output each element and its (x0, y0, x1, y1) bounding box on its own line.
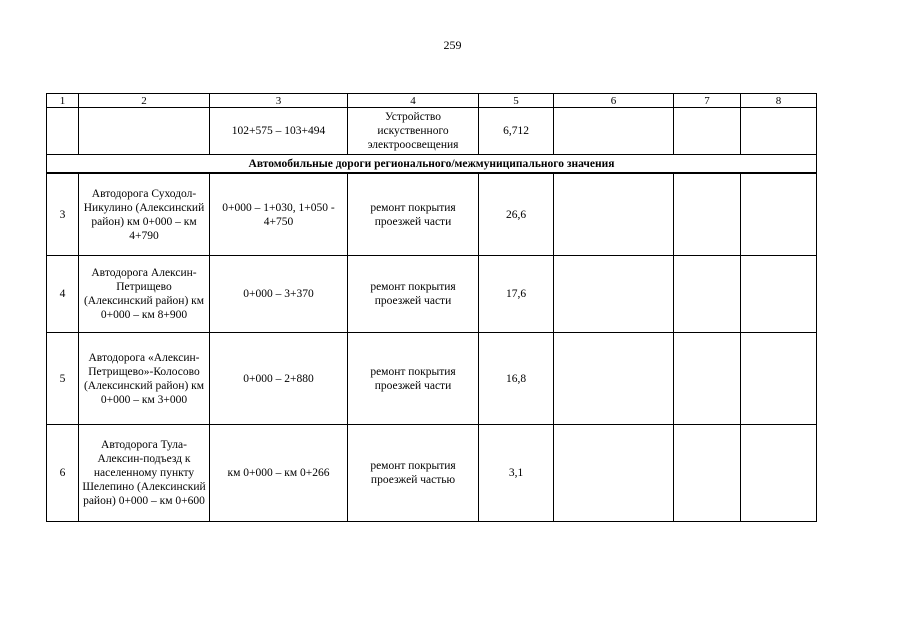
cell-col6 (554, 256, 674, 333)
cell-col8 (741, 108, 817, 155)
cell-work: ремонт покрытия проезжей части (348, 333, 479, 425)
section-row (47, 155, 817, 174)
cell-num: 4 (47, 256, 79, 333)
cell-col7 (674, 333, 741, 425)
header-cell: 3 (210, 94, 348, 108)
table-row (47, 173, 817, 256)
header-cell: 2 (79, 94, 210, 108)
cell-col6 (554, 173, 674, 256)
cell-col8 (741, 256, 817, 333)
cell-length: 16,8 (479, 333, 554, 425)
cell-work: Устройство искуственного электроосвещения (348, 108, 479, 155)
cell-km: 102+575 – 103+494 (210, 108, 348, 155)
header-row (47, 94, 817, 108)
cell-road: Автодорога Алексин-Петрищево (Алексинский район) км 0+000 – км 8+900 (79, 256, 210, 333)
cell-road: Автодорога «Алексин-Петрищево»-Колосово (Алексинский район) км 0+000 – км 3+000 (79, 333, 210, 425)
header-cell: 7 (674, 94, 741, 108)
cell-km: км 0+000 – км 0+266 (210, 425, 348, 522)
page-number: 259 (443, 38, 462, 52)
cell-col6 (554, 333, 674, 425)
cell-km: 0+000 – 1+030, 1+050 - 4+750 (210, 173, 348, 256)
header-cell: 1 (47, 94, 79, 108)
roads-table (46, 93, 817, 522)
cell-work: ремонт покрытия проезжей части (348, 173, 479, 256)
cell-work: ремонт покрытия проезжей части (348, 256, 479, 333)
cell-length: 6,712 (479, 108, 554, 155)
table-row (47, 256, 817, 333)
cell-num: 6 (47, 425, 79, 522)
cell-col8 (741, 173, 817, 256)
table-row (47, 108, 817, 155)
header-cell: 6 (554, 94, 674, 108)
table-row (47, 333, 817, 425)
cell-road: Автодорога Тула-Алексин-подъезд к населенному пункту Шелепино (Алексинский район) 0+000 – км 0+600 (79, 425, 210, 522)
cell-km: 0+000 – 2+880 (210, 333, 348, 425)
cell-col7 (674, 425, 741, 522)
cell-col8 (741, 425, 817, 522)
cell-work: ремонт покрытия проезжей частью (348, 425, 479, 522)
cell-road (79, 108, 210, 155)
header-cell: 4 (348, 94, 479, 108)
cell-col6 (554, 108, 674, 155)
header-cell: 8 (741, 94, 817, 108)
cell-num (47, 108, 79, 155)
cell-road: Автодорога Суходол-Никулино (Алексинский район) км 0+000 – км 4+790 (79, 173, 210, 256)
table-row (47, 425, 817, 522)
cell-col6 (554, 425, 674, 522)
cell-length: 3,1 (479, 425, 554, 522)
cell-km: 0+000 – 3+370 (210, 256, 348, 333)
cell-col7 (674, 173, 741, 256)
cell-col7 (674, 108, 741, 155)
cell-num: 3 (47, 173, 79, 256)
cell-length: 26,6 (479, 173, 554, 256)
section-title: Автомобильные дороги регионального/межмуниципального значения (47, 155, 817, 174)
cell-length: 17,6 (479, 256, 554, 333)
cell-col7 (674, 256, 741, 333)
header-cell: 5 (479, 94, 554, 108)
cell-col8 (741, 333, 817, 425)
cell-num: 5 (47, 333, 79, 425)
